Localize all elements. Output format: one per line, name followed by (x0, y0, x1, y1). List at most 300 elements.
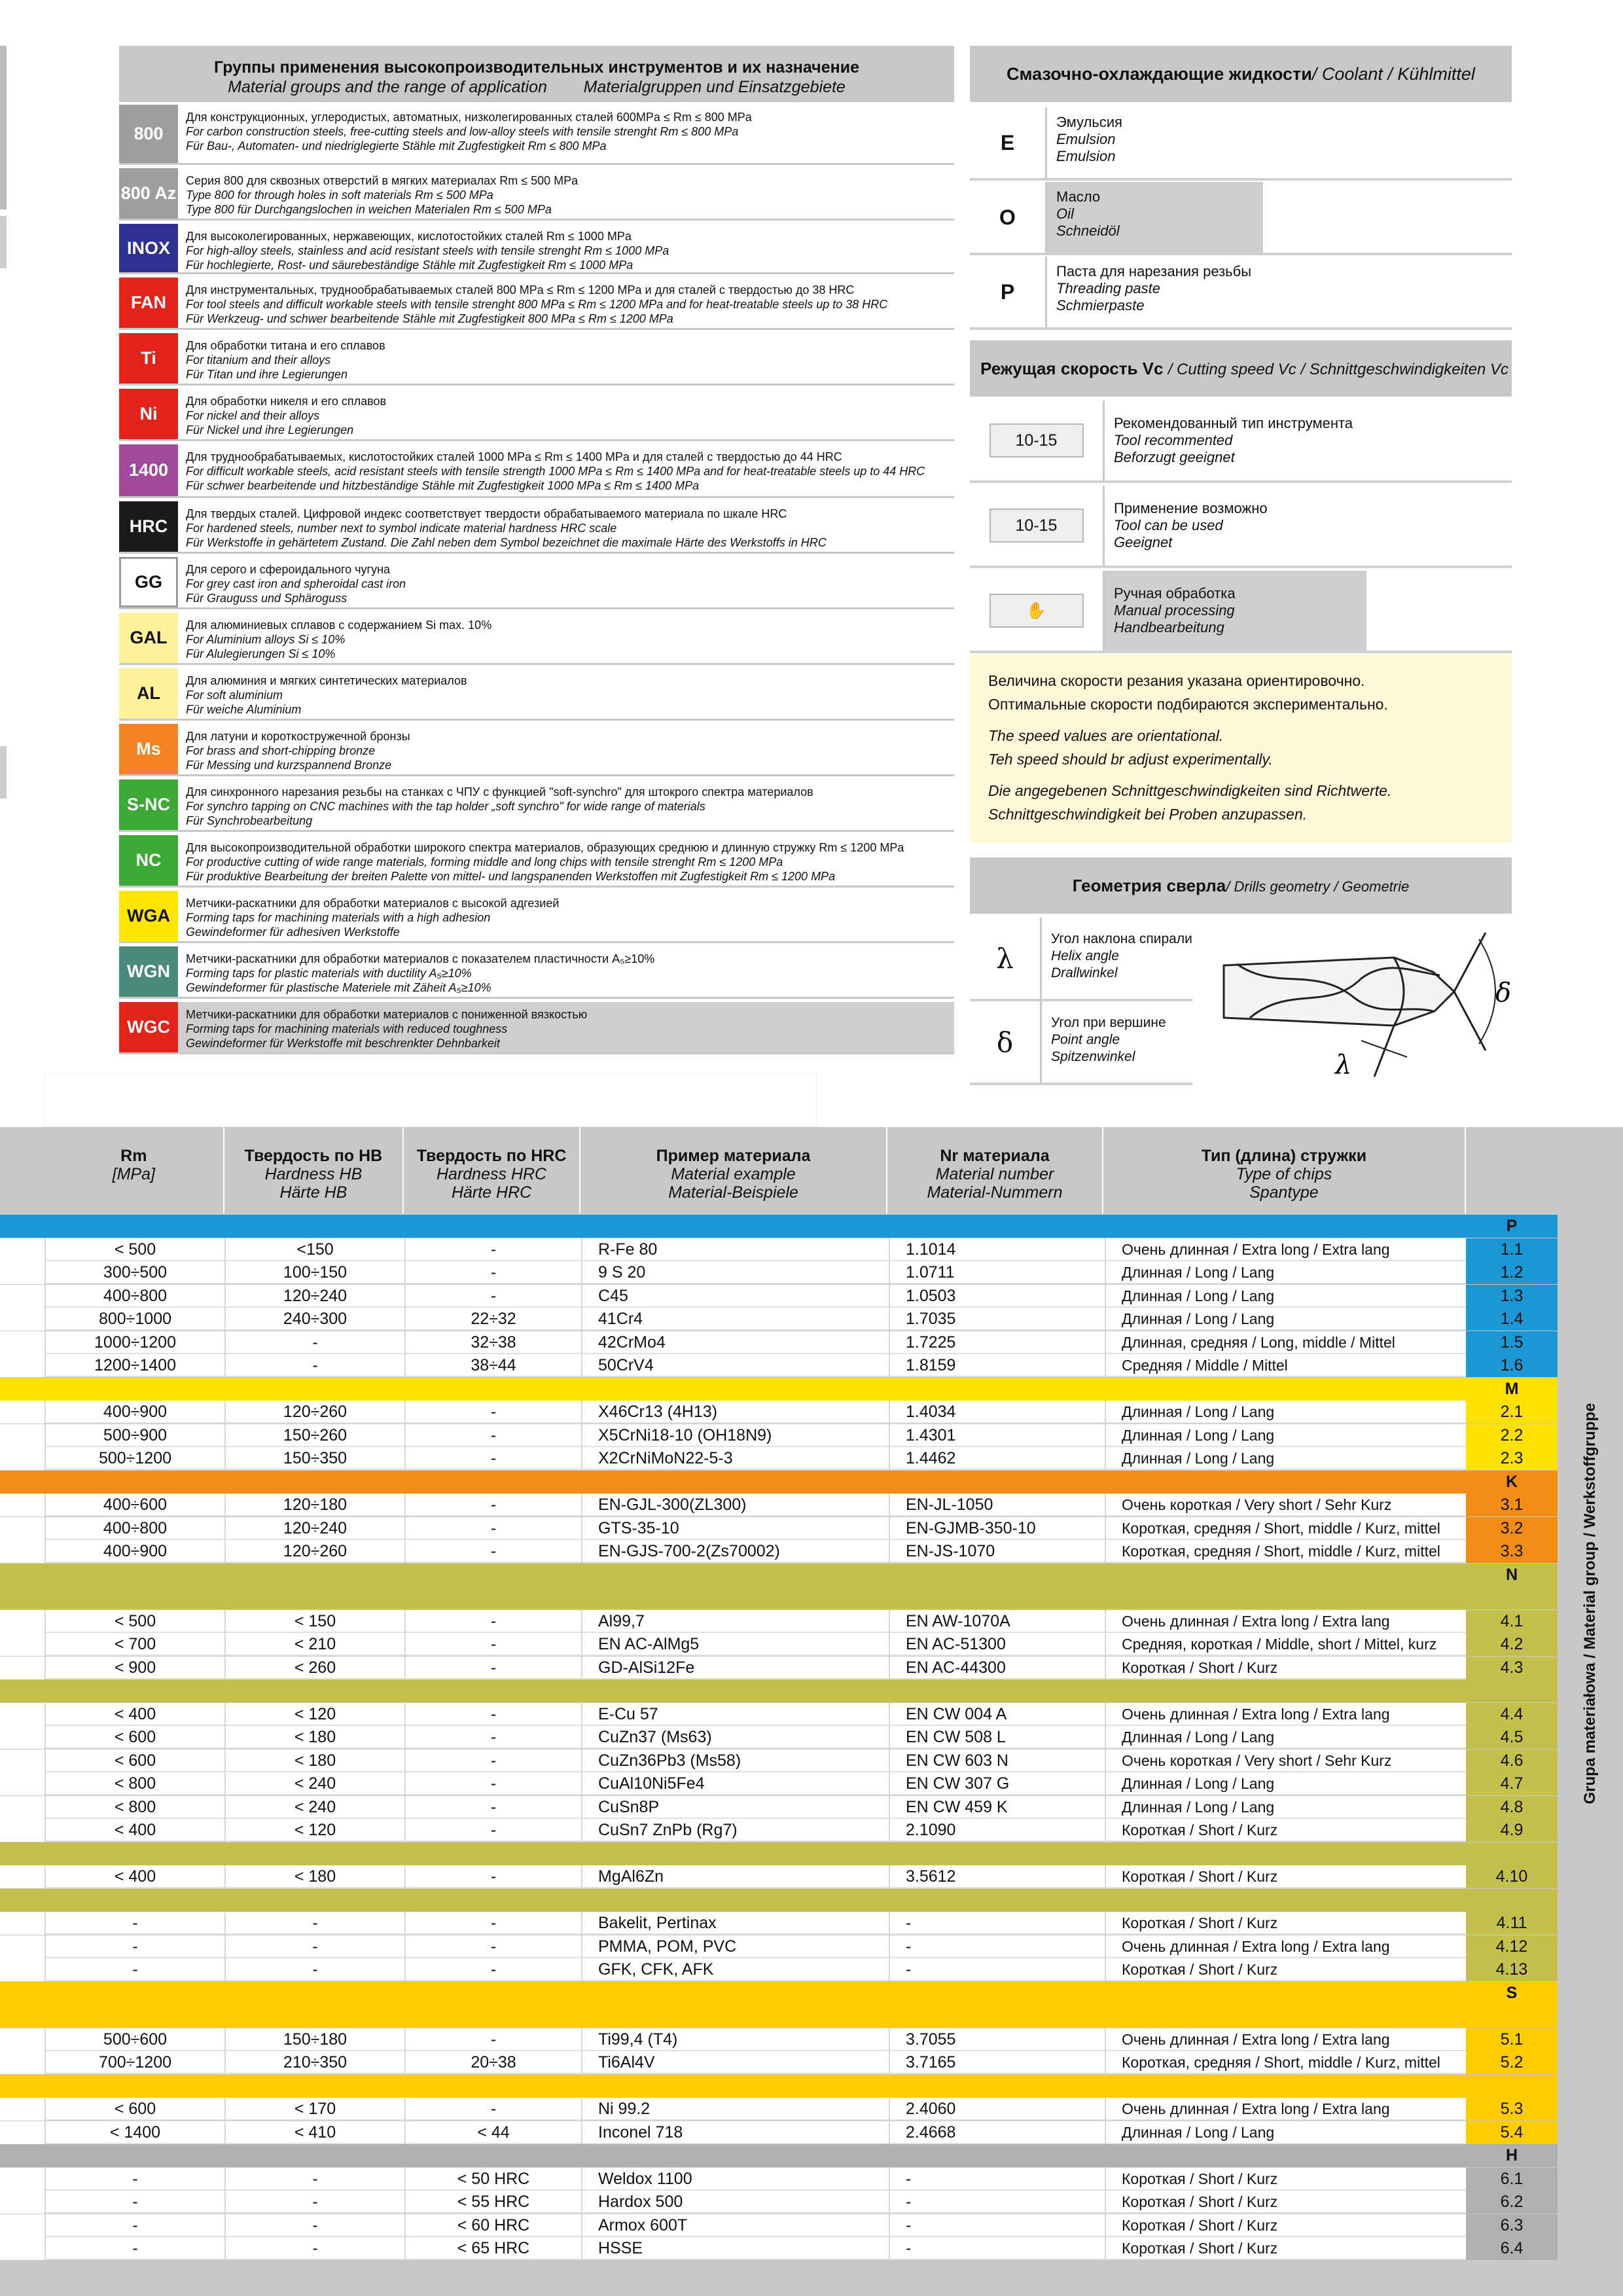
table-cell-rm: < 400 (45, 1703, 224, 1726)
group-badge: 800 Az (119, 168, 178, 219)
geometry-text (1042, 1001, 1166, 1083)
table-cell-id: 4.10 (1466, 1865, 1558, 1888)
table-cell-nr: 1.7035 (889, 1308, 1105, 1331)
table-cell-chip: Длинная / Long / Lang (1105, 2121, 1468, 2144)
table-cell-chip: Короткая / Short / Kurz (1105, 1865, 1468, 1888)
group-row (119, 501, 954, 554)
table-cell-rm: - (45, 2237, 224, 2260)
speed-text-de: Geeignet (1114, 534, 1173, 550)
table-cell-id: 5.3 (1466, 2098, 1558, 2121)
table-cell-nr: 3.7165 (889, 2051, 1105, 2074)
table-cell-hb: - (224, 2168, 404, 2191)
coolant-text (1047, 182, 1263, 253)
groups-list (119, 105, 954, 1058)
table-cell-nr: 1.8159 (889, 1354, 1105, 1377)
group-text-ru: Для инструментальных, труднообрабатываемых сталей 800 MPa ≤ Rm ≤ 1200 MPa и для сталей с твердостью до 38 HRC (186, 283, 855, 296)
table-cell-hb: - (224, 1331, 404, 1354)
row-lead (0, 1819, 45, 1842)
table-cell-chip: Короткая / Short / Kurz (1105, 2237, 1468, 2260)
table-cell-hb: 240÷300 (224, 1308, 404, 1331)
geometry-list (970, 918, 1192, 1085)
row-lead (0, 1610, 45, 1633)
coolant-key: P (970, 257, 1047, 327)
groups-title: Группы применения высокопроизводительных инструментов и их назначение (214, 58, 859, 77)
table-cell-id: 5.2 (1466, 2051, 1558, 2074)
table-cell-id: 2.2 (1466, 1424, 1558, 1447)
table-cell-hrc: < 50 HRC (404, 2168, 581, 2191)
table-cell-id: 4.5 (1466, 1726, 1558, 1749)
group-text-de: Gewindeformer für Werkstoffe mit beschrenkter Dehnbarkeit (186, 1037, 500, 1050)
table-cell-hrc: - (404, 1540, 581, 1563)
group-text-en: For nickel and their alloys (186, 409, 320, 422)
table-cell-hb: < 240 (224, 1772, 404, 1795)
geometry-text-en: Point angle (1051, 1032, 1120, 1047)
group-text-en: For high-alloy steels, stainless and acid resistant steels with tensile strenght Rm ≤ 1000 MPa (186, 244, 669, 257)
row-lead (0, 1238, 45, 1261)
table-cell-ex: EN AC-AlMg5 (581, 1633, 889, 1656)
table-cell-nr: 2.4060 (889, 2098, 1105, 2121)
group-text-en: For hardened steels, number next to symbol indicate material hardness HRC scale (186, 522, 617, 535)
group-text-ru: Для обработки никеля и его сплавов (186, 395, 387, 408)
coolant-key: E (970, 107, 1047, 178)
table-cell-hrc: - (404, 1517, 581, 1540)
table-row (0, 1285, 1558, 1308)
table-cell-rm: - (45, 2191, 224, 2214)
table-cell-ex: Hardox 500 (581, 2191, 889, 2214)
speed-note-line: Die angegebenen Schnittgeschwindigkeiten sind Richtwerte. (988, 782, 1392, 799)
row-lead (0, 2121, 45, 2144)
table-cell-rm: < 1400 (45, 2121, 224, 2144)
table-cell-chip: Очень длинная / Extra long / Extra lang (1105, 2028, 1468, 2051)
table-cell-rm: 400÷800 (45, 1517, 224, 1540)
geometry-title-ru: Геометрия сверла (1072, 876, 1226, 895)
table-header-de: Härte HB (279, 1183, 348, 1202)
group-text (178, 557, 954, 607)
table-cell-chip: Длинная / Long / Lang (1105, 1447, 1468, 1470)
table-cell-hb: < 170 (224, 2098, 404, 2121)
table-header-de: Material-Beispiele (668, 1183, 798, 1202)
table-cell-chip: Средняя / Middle / Mittel (1105, 1354, 1468, 1377)
table-cell-hrc: - (404, 1796, 581, 1819)
group-badge: FAN (119, 278, 178, 328)
table-cell-hb: 100÷150 (224, 1261, 404, 1284)
table-cell-nr: - (889, 1958, 1105, 1981)
group-band-label (1466, 1842, 1558, 1865)
table-cell-nr: EN CW 603 N (889, 1749, 1105, 1772)
group-badge: NC (119, 835, 178, 886)
group-row (119, 613, 954, 665)
row-lead (0, 2214, 45, 2237)
group-band (0, 1982, 1558, 2005)
group-row (119, 333, 954, 386)
table-cell-hb: - (224, 2237, 404, 2260)
table-cell-ex: X5CrNi18-10 (OH18N9) (581, 1424, 889, 1447)
group-text-en: For soft aluminium (186, 689, 283, 702)
side-label-text: Grupa materiałowa / Material group / Werkstoffgruppe (1581, 1403, 1599, 1804)
table-cell-id: 2.1 (1466, 1401, 1558, 1424)
row-lead (0, 1308, 45, 1331)
coolant-row (970, 257, 1512, 330)
row-lead (0, 1865, 45, 1888)
table-header-cell (224, 1127, 404, 1213)
table-cell-chip: Короткая / Short / Kurz (1105, 1912, 1468, 1935)
group-band-label: H (1505, 2146, 1518, 2164)
row-lead (0, 2191, 45, 2214)
group-text-en: Forming taps for machining materials with a high adhesion (186, 911, 491, 924)
group-text-de: Gewindeformer für plastische Materiele mit Zäheit A₅≥10% (186, 981, 491, 994)
table-cell-hb: 120÷240 (224, 1517, 404, 1540)
speed-row (970, 571, 1512, 653)
speed-note-line: Величина скорости резания указана ориентировочно. (988, 672, 1365, 689)
table-row (0, 2237, 1558, 2260)
speed-text-ru: Применение возможно (1114, 500, 1268, 516)
table-cell-hrc: - (404, 1865, 581, 1888)
table-cell-nr: 3.5612 (889, 1865, 1105, 1888)
table-cell-rm: < 600 (45, 1726, 224, 1749)
geometry-symbol: λ (970, 918, 1042, 999)
coolant-text (1047, 257, 1251, 327)
table-cell-rm: < 800 (45, 1796, 224, 1819)
table-cell-ex: PMMA, POM, PVC (581, 1935, 889, 1958)
groups-subtitle-de: Materialgruppen und Einsatzgebiete (583, 78, 846, 96)
group-text-ru: Для труднообрабатываемых, кислотостойких сталей 1000 MPa ≤ Rm ≤ 1400 MPa и для сталей с твердостью до 44 HRC (186, 450, 842, 463)
group-text (178, 780, 954, 830)
speed-text-de: Handbearbeitung (1114, 619, 1224, 636)
group-band (0, 1215, 1558, 1238)
geometry-text (1042, 918, 1192, 999)
table-cell-id: 3.3 (1466, 1540, 1558, 1563)
row-lead (0, 1726, 45, 1749)
table-cell-nr: EN CW 307 G (889, 1772, 1105, 1795)
group-band (0, 1587, 1558, 1609)
table-cell-chip: Длинная, средняя / Long, middle / Mittel (1105, 1331, 1468, 1354)
group-text-de: Für Synchrobearbeitung (186, 814, 313, 827)
table-cell-hrc: - (404, 1657, 581, 1679)
table-cell-hrc: - (404, 1261, 581, 1284)
coolant-text-en: Emulsion (1056, 131, 1116, 147)
table-cell-hb: < 210 (224, 1633, 404, 1656)
group-text-de: Für Bau-, Automaten- und niedriglegierte Stähle mit Zugfestigkeit Rm ≤ 800 MPa (186, 139, 607, 152)
group-row (119, 168, 954, 221)
speed-text-ru: Рекомендованный тип инструмента (1114, 415, 1353, 431)
table-cell-id: 5.1 (1466, 2028, 1558, 2051)
group-text (178, 278, 954, 328)
table-cell-rm: - (45, 2168, 224, 2191)
table-cell-hrc: 22÷32 (404, 1308, 581, 1331)
table-cell-id: 3.2 (1466, 1517, 1558, 1540)
table-row (0, 1935, 1558, 1958)
table-cell-hb: < 260 (224, 1657, 404, 1679)
delta-label: δ (1495, 978, 1512, 1008)
table-row (0, 1610, 1558, 1633)
speed-note-line: The speed values are orientational. (988, 727, 1224, 744)
group-badge: INOX (119, 224, 178, 272)
group-text-en: For productive cutting of wide range materials, forming middle and long chips with tensile strenght Rm ≤ 1200 MPa (186, 855, 783, 869)
table-cell-rm: < 500 (45, 1238, 224, 1261)
group-band (0, 1889, 1558, 1912)
group-text-en: For tool steels and difficult workable steels with tensile strenght 800 MPa ≤ Rm ≤ 1200 MPa and for heat-treatable steels up to 38 HRC (186, 298, 888, 311)
table-cell-nr: 1.4462 (889, 1447, 1105, 1470)
group-text-de: Gewindeformer für adhesiven Werkstoffe (186, 925, 400, 939)
group-text-en: For grey cast iron and spheroidal cast iron (186, 577, 406, 590)
group-text-en: For carbon construction steels, free-cutting steels and low-alloy steels with tensile strenght Rm ≤ 800 MPa (186, 125, 739, 138)
table-cell-nr: - (889, 2191, 1105, 2214)
coolant-list (970, 107, 1512, 331)
group-band-label (1466, 1679, 1558, 1702)
coolant-text-ru: Паста для нарезания резьбы (1056, 263, 1252, 279)
geometry-title-rest: / Drills geometry / Geometrie (1226, 878, 1410, 895)
table-cell-hrc: - (404, 1749, 581, 1772)
table-cell-id: 6.4 (1466, 2237, 1558, 2260)
table-cell-nr: - (889, 2237, 1105, 2260)
group-text-ru: Метчики-раскатники для обработки материалов с показателем пластичности A₅≥10% (186, 952, 655, 965)
group-badge: 1400 (119, 444, 178, 496)
table-header-cell (1103, 1127, 1466, 1213)
table-header-de: Spantype (1249, 1183, 1319, 1202)
group-text-ru: Для конструкционных, углеродистых, автоматных, низколегированных сталей 600MPa ≤ Rm ≤ 800 MPa (186, 111, 752, 124)
table-row (0, 1958, 1558, 1981)
table-header-ru: Пример материала (656, 1147, 811, 1165)
group-text (178, 501, 954, 552)
group-text-de: Für Werkzeug- und schwer bearbeitende Stähle mit Zugfestigkeit 800 MPa ≤ Rm ≤ 1200 MPa (186, 312, 673, 325)
table-cell-id: 4.7 (1466, 1772, 1558, 1795)
table-cell-hb: - (224, 2191, 404, 2214)
coolant-header (970, 46, 1512, 102)
table-cell-id: 1.4 (1466, 1308, 1558, 1331)
geometry-text-en: Helix angle (1051, 948, 1119, 963)
table-row (0, 2098, 1558, 2121)
table-cell-nr: - (889, 1935, 1105, 1958)
coolant-text-ru: Масло (1056, 188, 1101, 205)
speed-list (970, 401, 1512, 656)
table-cell-nr: 1.0711 (889, 1261, 1105, 1284)
table-cell-id: 4.9 (1466, 1819, 1558, 1842)
row-lead (0, 1958, 45, 1981)
table-cell-chip: Длинная / Long / Lang (1105, 1424, 1468, 1447)
table-cell-rm: - (45, 1912, 224, 1935)
group-text-de: Type 800 für Durchgangslochen in weichen Materialen Rm ≤ 500 MPa (186, 203, 552, 216)
table-cell-rm: < 800 (45, 1772, 224, 1795)
table-cell-hrc: - (404, 1958, 581, 1981)
table-cell-ex: Inconel 718 (581, 2121, 889, 2144)
coolant-text (1047, 107, 1122, 178)
row-lead (0, 1633, 45, 1656)
table-cell-chip: Короткая, средняя / Short, middle / Kurz, mittel (1105, 1540, 1468, 1563)
row-lead (0, 1261, 45, 1284)
coolant-text-de: Schmierpaste (1056, 297, 1145, 314)
table-cell-hrc: - (404, 1401, 581, 1424)
table-cell-ex: Armox 600T (581, 2214, 889, 2237)
speed-header (970, 340, 1512, 397)
table-cell-nr: EN CW 508 L (889, 1726, 1105, 1749)
group-badge: GAL (119, 613, 178, 663)
group-badge: S-NC (119, 780, 178, 830)
row-lead (0, 1331, 45, 1354)
table-cell-chip: Длинная / Long / Lang (1105, 1308, 1468, 1331)
group-text-de: Für hochlegierte, Rost- und säurebeständige Stähle mit Zugfestigkeit Rm ≤ 1000 MPa (186, 259, 633, 272)
table-row (0, 2028, 1558, 2051)
table-cell-rm: 400÷900 (45, 1401, 224, 1424)
table-cell-rm: < 400 (45, 1865, 224, 1888)
table-cell-rm: < 500 (45, 1610, 224, 1633)
table-cell-hrc: - (404, 2098, 581, 2121)
table-cell-chip: Короткая / Short / Kurz (1105, 1819, 1468, 1842)
group-badge: GG (119, 557, 178, 607)
table-cell-nr: EN-JS-1070 (889, 1540, 1105, 1563)
table-cell-hb: - (224, 1958, 404, 1981)
table-cell-ex: GTS-35-10 (581, 1517, 889, 1540)
speed-box: 10-15 (990, 423, 1084, 457)
table-cell-ex: GD-AlSi12Fe (581, 1657, 889, 1679)
table-header-de: Härte HRC (451, 1183, 532, 1202)
row-lead (0, 2098, 45, 2121)
table-body (0, 1215, 1558, 2262)
group-text-de: Für Alulegierungen Si ≤ 10% (186, 647, 336, 660)
table-cell-hrc: - (404, 1447, 581, 1470)
table-cell-chip: Очень короткая / Very short / Sehr Kurz (1105, 1494, 1468, 1516)
table-cell-hb: < 120 (224, 1819, 404, 1842)
row-lead (0, 2237, 45, 2260)
table-cell-hb: < 120 (224, 1703, 404, 1726)
group-text-en: For Aluminium alloys Si ≤ 10% (186, 633, 346, 646)
coolant-title-rest: / Coolant / Kühlmittel (1311, 64, 1475, 84)
group-band (0, 1471, 1558, 1494)
table-row (0, 1494, 1558, 1516)
table-cell-nr: EN-JL-1050 (889, 1494, 1105, 1516)
row-lead (0, 1912, 45, 1935)
table-cell-nr: EN AW-1070A (889, 1610, 1105, 1633)
group-text-ru: Для обработки титана и его сплавов (186, 339, 385, 352)
coolant-text-de: Schneidöl (1056, 223, 1120, 239)
table-cell-ex: X46Cr13 (4H13) (581, 1401, 889, 1424)
table-cell-hrc: < 55 HRC (404, 2191, 581, 2214)
table-cell-chip: Короткая / Short / Kurz (1105, 2214, 1468, 2237)
row-lead (0, 1354, 45, 1377)
table-row (0, 1401, 1558, 1424)
table-cell-hrc: < 65 HRC (404, 2237, 581, 2260)
table-header-cell (45, 1127, 224, 1213)
table-cell-hrc: - (404, 1703, 581, 1726)
group-text-en: Type 800 for through holes in soft materials Rm ≤ 500 MPa (186, 188, 493, 202)
table-cell-ex: MgAl6Zn (581, 1865, 889, 1888)
table-header-en: Material number (935, 1165, 1054, 1183)
table-cell-ex: Ni 99.2 (581, 2098, 889, 2121)
table-cell-nr: EN CW 004 A (889, 1703, 1105, 1726)
table-cell-chip: Короткая / Short / Kurz (1105, 2168, 1468, 2191)
table-header-ru: Твердость по HRC (416, 1147, 567, 1165)
table-cell-ex: 42CrMo4 (581, 1331, 889, 1354)
row-lead (0, 1540, 45, 1563)
table-row (0, 1703, 1558, 1726)
table-row (0, 1772, 1558, 1795)
drill-diagram-icon (1198, 920, 1512, 1086)
table-cell-hb: - (224, 1912, 404, 1935)
table-cell-hrc: < 44 (404, 2121, 581, 2144)
group-text-de: Für produktive Bearbeitung der breiten Palette von mittel- und langspanenden Werkstoffen mit Zugfestigkeit Rm ≤ 1200 MPa (186, 870, 836, 883)
table-cell-ex: 50CrV4 (581, 1354, 889, 1377)
table-cell-hrc: - (404, 2028, 581, 2051)
group-row (119, 224, 954, 274)
table-cell-rm: 700÷1200 (45, 2051, 224, 2074)
row-lead (0, 1796, 45, 1819)
table-cell-ex: 9 S 20 (581, 1261, 889, 1284)
table-cell-id: 4.8 (1466, 1796, 1558, 1819)
group-text-en: For brass and short-chipping bronze (186, 744, 376, 757)
group-text (178, 724, 954, 774)
group-row (119, 891, 954, 943)
group-band-label: K (1505, 1472, 1518, 1491)
table-cell-id: 4.4 (1466, 1703, 1558, 1726)
table-row (0, 1865, 1558, 1888)
table-header-cell (404, 1127, 580, 1213)
table-header (45, 1127, 1466, 1213)
group-text-ru: Для высокопроизводительной обработки широкого спектра материалов, образующих среднюю и длинную стружку Rm ≤ 1200 MPa (186, 841, 904, 854)
table-row (0, 2051, 1558, 2074)
table-cell-rm: < 700 (45, 1633, 224, 1656)
margin-strip (0, 746, 7, 798)
row-lead (0, 2028, 45, 2051)
coolant-text-de: Emulsion (1056, 148, 1116, 164)
group-band (0, 1679, 1558, 1702)
table-row (0, 1540, 1558, 1563)
table-cell-rm: 1200÷1400 (45, 1354, 224, 1377)
speed-text (1105, 571, 1366, 651)
table-cell-chip: Средняя, короткая / Middle, short / Mittel, kurz (1105, 1633, 1468, 1656)
side-label-bar (1558, 1211, 1623, 2258)
table-cell-id: 3.1 (1466, 1494, 1558, 1516)
table-row (0, 1308, 1558, 1331)
group-band-label: M (1505, 1379, 1519, 1398)
table-cell-hrc: - (404, 1935, 581, 1958)
groups-subtitle-en: Material groups and the range of application (228, 78, 547, 96)
group-band-label: S (1506, 1983, 1518, 2002)
table-row (0, 2168, 1558, 2191)
table-row (0, 1749, 1558, 1772)
group-band-label: P (1506, 1217, 1518, 1235)
table-row (0, 1261, 1558, 1284)
speed-note-line: Оптимальные скорости подбираются экспериментально. (988, 696, 1388, 713)
table-cell-ex: X2CrNiMoN22-5-3 (581, 1447, 889, 1470)
group-badge: Ti (119, 333, 178, 384)
table-cell-ex: Bakelit, Pertinax (581, 1912, 889, 1935)
speed-text (1105, 486, 1268, 565)
group-text (178, 224, 954, 272)
table-cell-chip: Короткая / Short / Kurz (1105, 2191, 1468, 2214)
group-text-ru: Для латуни и короткостружечной бронзы (186, 730, 410, 743)
margin-strip (0, 46, 7, 209)
side-label (1581, 1403, 1599, 1804)
table-cell-ex: HSSE (581, 2237, 889, 2260)
table-cell-id: 1.1 (1466, 1238, 1558, 1261)
table-cell-hrc: - (404, 1494, 581, 1516)
speed-text-en: Tool can be used (1114, 517, 1223, 533)
table-cell-rm: - (45, 1935, 224, 1958)
group-text-de: Für Grauguss und Sphärоguss (186, 592, 348, 605)
table-header-de: Material-Nummern (927, 1183, 1063, 1202)
table-header-ru: Тип (длина) стружки (1201, 1147, 1367, 1165)
table-cell-id: 4.1 (1466, 1610, 1558, 1633)
speed-note-line: Teh speed should br adjust experimentally. (988, 751, 1273, 768)
table-row (0, 2214, 1558, 2237)
table-cell-nr: 1.1014 (889, 1238, 1105, 1261)
table-cell-id: 1.5 (1466, 1331, 1558, 1354)
table-cell-hrc: - (404, 1772, 581, 1795)
speed-key (970, 571, 1105, 651)
table-cell-hrc: - (404, 1610, 581, 1633)
group-text-ru: Для высоколегированных, нержавеющих, кислотостойких сталей Rm ≤ 1000 MPa (186, 230, 632, 243)
coolant-text-en: Oil (1056, 206, 1074, 222)
table-cell-id: 4.2 (1466, 1633, 1558, 1656)
